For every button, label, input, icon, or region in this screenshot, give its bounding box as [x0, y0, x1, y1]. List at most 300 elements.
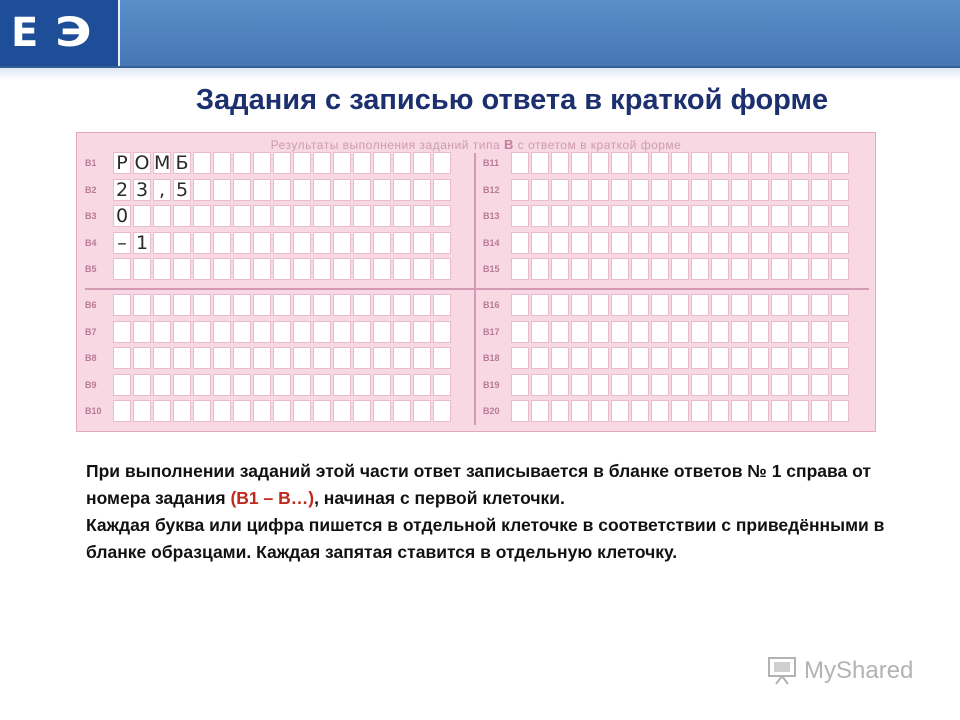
- answer-cell[interactable]: [631, 179, 649, 201]
- answer-cell[interactable]: [511, 179, 529, 201]
- answer-cell[interactable]: [233, 205, 251, 227]
- answer-cell[interactable]: [113, 258, 131, 280]
- answer-cell[interactable]: [751, 258, 769, 280]
- answer-cell[interactable]: [671, 347, 689, 369]
- answer-cell[interactable]: [511, 232, 529, 254]
- answer-cell[interactable]: [413, 347, 431, 369]
- answer-cell[interactable]: [751, 347, 769, 369]
- answer-cell[interactable]: [433, 347, 451, 369]
- answer-cell[interactable]: [791, 400, 809, 422]
- answer-cell[interactable]: [651, 400, 669, 422]
- answer-cell[interactable]: [313, 347, 331, 369]
- answer-cell[interactable]: [711, 205, 729, 227]
- answer-cell[interactable]: [591, 347, 609, 369]
- answer-cell[interactable]: [353, 179, 371, 201]
- answer-cell[interactable]: [791, 152, 809, 174]
- answer-cell[interactable]: [173, 232, 191, 254]
- answer-cell[interactable]: [233, 321, 251, 343]
- answer-cell[interactable]: [551, 205, 569, 227]
- answer-cell[interactable]: [353, 400, 371, 422]
- answer-cell[interactable]: [551, 258, 569, 280]
- answer-cell[interactable]: [711, 258, 729, 280]
- answer-cell[interactable]: [313, 258, 331, 280]
- answer-cell[interactable]: [711, 400, 729, 422]
- answer-cell[interactable]: [571, 347, 589, 369]
- answer-cell[interactable]: [531, 205, 549, 227]
- answer-cell[interactable]: [571, 179, 589, 201]
- answer-cell[interactable]: [133, 400, 151, 422]
- answer-cell[interactable]: [173, 347, 191, 369]
- answer-cell[interactable]: [651, 374, 669, 396]
- answer-cell[interactable]: [831, 294, 849, 316]
- answer-cell[interactable]: [133, 347, 151, 369]
- answer-cell[interactable]: [751, 294, 769, 316]
- answer-cell[interactable]: [253, 232, 271, 254]
- answer-cell[interactable]: [433, 152, 451, 174]
- answer-cell[interactable]: [771, 179, 789, 201]
- answer-cell[interactable]: [153, 400, 171, 422]
- answer-cell[interactable]: [511, 205, 529, 227]
- answer-cell[interactable]: [571, 232, 589, 254]
- answer-cell[interactable]: [233, 152, 251, 174]
- answer-cell[interactable]: [831, 258, 849, 280]
- answer-cell[interactable]: [531, 258, 549, 280]
- answer-cell[interactable]: [293, 258, 311, 280]
- answer-cell[interactable]: [153, 232, 171, 254]
- answer-cell[interactable]: 3: [133, 179, 151, 201]
- answer-cell[interactable]: [293, 232, 311, 254]
- answer-cell[interactable]: [671, 258, 689, 280]
- answer-cell[interactable]: [731, 374, 749, 396]
- answer-cell[interactable]: [651, 294, 669, 316]
- answer-cell[interactable]: [313, 374, 331, 396]
- answer-cell[interactable]: [173, 205, 191, 227]
- answer-cell[interactable]: [731, 258, 749, 280]
- answer-cell[interactable]: [631, 258, 649, 280]
- answer-cell[interactable]: [831, 179, 849, 201]
- answer-cell[interactable]: [791, 258, 809, 280]
- answer-cell[interactable]: [393, 258, 411, 280]
- answer-cell[interactable]: [193, 258, 211, 280]
- answer-cell[interactable]: [751, 205, 769, 227]
- answer-cell[interactable]: [631, 347, 649, 369]
- answer-cell[interactable]: [413, 152, 431, 174]
- answer-cell[interactable]: [233, 258, 251, 280]
- answer-cell[interactable]: [571, 294, 589, 316]
- answer-cell[interactable]: [631, 374, 649, 396]
- answer-cell[interactable]: [731, 205, 749, 227]
- answer-cell[interactable]: [651, 179, 669, 201]
- answer-cell[interactable]: [413, 374, 431, 396]
- answer-cell[interactable]: [273, 258, 291, 280]
- answer-cell[interactable]: [333, 400, 351, 422]
- answer-cell[interactable]: [193, 400, 211, 422]
- answer-cell[interactable]: [333, 294, 351, 316]
- answer-cell[interactable]: [213, 258, 231, 280]
- answer-cell[interactable]: [393, 294, 411, 316]
- answer-cell[interactable]: [551, 400, 569, 422]
- answer-cell[interactable]: [373, 258, 391, 280]
- answer-cell[interactable]: [551, 347, 569, 369]
- answer-cell[interactable]: [393, 374, 411, 396]
- answer-cell[interactable]: [591, 294, 609, 316]
- answer-cell[interactable]: [591, 232, 609, 254]
- answer-cell[interactable]: [731, 321, 749, 343]
- answer-cell[interactable]: [611, 400, 629, 422]
- answer-cell[interactable]: [353, 294, 371, 316]
- answer-cell[interactable]: [811, 400, 829, 422]
- answer-cell[interactable]: [273, 152, 291, 174]
- answer-cell[interactable]: [691, 152, 709, 174]
- answer-cell[interactable]: [611, 374, 629, 396]
- answer-cell[interactable]: [591, 152, 609, 174]
- answer-cell[interactable]: [511, 347, 529, 369]
- answer-cell[interactable]: [551, 294, 569, 316]
- answer-cell[interactable]: [153, 205, 171, 227]
- answer-cell[interactable]: [611, 179, 629, 201]
- answer-cell[interactable]: [631, 232, 649, 254]
- answer-cell[interactable]: [373, 374, 391, 396]
- answer-cell[interactable]: [333, 321, 351, 343]
- answer-cell[interactable]: [253, 205, 271, 227]
- answer-cell[interactable]: [511, 258, 529, 280]
- answer-cell[interactable]: [531, 400, 549, 422]
- answer-cell[interactable]: [313, 294, 331, 316]
- answer-cell[interactable]: [253, 179, 271, 201]
- answer-cell[interactable]: [213, 347, 231, 369]
- answer-cell[interactable]: [831, 374, 849, 396]
- answer-cell[interactable]: [173, 400, 191, 422]
- answer-cell[interactable]: [531, 321, 549, 343]
- answer-cell[interactable]: [671, 232, 689, 254]
- answer-cell[interactable]: [173, 258, 191, 280]
- answer-cell[interactable]: [631, 321, 649, 343]
- answer-cell[interactable]: [671, 152, 689, 174]
- answer-cell[interactable]: [293, 152, 311, 174]
- answer-cell[interactable]: [771, 321, 789, 343]
- answer-cell[interactable]: [313, 152, 331, 174]
- answer-cell[interactable]: [511, 152, 529, 174]
- answer-cell[interactable]: [253, 258, 271, 280]
- answer-cell[interactable]: [293, 400, 311, 422]
- answer-cell[interactable]: [831, 347, 849, 369]
- answer-cell[interactable]: [133, 258, 151, 280]
- answer-cell[interactable]: [233, 294, 251, 316]
- answer-cell[interactable]: [233, 400, 251, 422]
- answer-cell[interactable]: [811, 179, 829, 201]
- answer-cell[interactable]: [751, 374, 769, 396]
- answer-cell[interactable]: [313, 400, 331, 422]
- answer-cell[interactable]: [273, 294, 291, 316]
- answer-cell[interactable]: [113, 400, 131, 422]
- answer-cell[interactable]: [253, 347, 271, 369]
- answer-cell[interactable]: [173, 294, 191, 316]
- answer-cell[interactable]: [751, 400, 769, 422]
- answer-cell[interactable]: [691, 205, 709, 227]
- answer-cell[interactable]: [611, 152, 629, 174]
- answer-cell[interactable]: [193, 347, 211, 369]
- answer-cell[interactable]: [591, 400, 609, 422]
- answer-cell[interactable]: [213, 152, 231, 174]
- answer-cell[interactable]: [811, 232, 829, 254]
- answer-cell[interactable]: [173, 321, 191, 343]
- answer-cell[interactable]: [771, 258, 789, 280]
- answer-cell[interactable]: [671, 321, 689, 343]
- answer-cell[interactable]: [433, 232, 451, 254]
- answer-cell[interactable]: [273, 232, 291, 254]
- answer-cell[interactable]: [313, 205, 331, 227]
- answer-cell[interactable]: [831, 400, 849, 422]
- answer-cell[interactable]: [373, 152, 391, 174]
- answer-cell[interactable]: Б: [173, 152, 191, 174]
- answer-cell[interactable]: [373, 179, 391, 201]
- answer-cell[interactable]: [313, 321, 331, 343]
- answer-cell[interactable]: [771, 205, 789, 227]
- answer-cell[interactable]: [213, 400, 231, 422]
- answer-cell[interactable]: [253, 321, 271, 343]
- answer-cell[interactable]: [551, 374, 569, 396]
- answer-cell[interactable]: [631, 294, 649, 316]
- answer-cell[interactable]: [213, 232, 231, 254]
- answer-cell[interactable]: [313, 179, 331, 201]
- answer-cell[interactable]: [333, 374, 351, 396]
- answer-cell[interactable]: [213, 179, 231, 201]
- answer-cell[interactable]: [651, 152, 669, 174]
- answer-cell[interactable]: [531, 294, 549, 316]
- answer-cell[interactable]: [393, 347, 411, 369]
- answer-cell[interactable]: [333, 232, 351, 254]
- answer-cell[interactable]: [233, 232, 251, 254]
- answer-cell[interactable]: О: [134, 152, 150, 174]
- answer-cell[interactable]: [193, 205, 211, 227]
- answer-cell[interactable]: 5: [173, 179, 191, 201]
- answer-cell[interactable]: 0: [113, 205, 131, 227]
- answer-cell[interactable]: [711, 321, 729, 343]
- answer-cell[interactable]: [771, 294, 789, 316]
- answer-cell[interactable]: [671, 205, 689, 227]
- answer-cell[interactable]: [393, 400, 411, 422]
- answer-cell[interactable]: [273, 374, 291, 396]
- answer-cell[interactable]: [313, 232, 331, 254]
- answer-cell[interactable]: [771, 152, 789, 174]
- answer-cell[interactable]: [551, 152, 569, 174]
- answer-cell[interactable]: [691, 321, 709, 343]
- answer-cell[interactable]: [771, 347, 789, 369]
- answer-cell[interactable]: [511, 294, 529, 316]
- answer-cell[interactable]: [133, 374, 151, 396]
- answer-cell[interactable]: [751, 179, 769, 201]
- answer-cell[interactable]: [353, 152, 371, 174]
- answer-cell[interactable]: [611, 232, 629, 254]
- answer-cell[interactable]: [273, 205, 291, 227]
- answer-cell[interactable]: [273, 347, 291, 369]
- answer-cell[interactable]: [591, 179, 609, 201]
- answer-cell[interactable]: [213, 205, 231, 227]
- answer-cell[interactable]: [253, 294, 271, 316]
- answer-cell[interactable]: [413, 400, 431, 422]
- answer-cell[interactable]: [273, 321, 291, 343]
- answer-cell[interactable]: [571, 258, 589, 280]
- answer-cell[interactable]: [731, 400, 749, 422]
- answer-cell[interactable]: [571, 152, 589, 174]
- answer-cell[interactable]: [791, 294, 809, 316]
- answer-cell[interactable]: [213, 321, 231, 343]
- answer-cell[interactable]: [433, 400, 451, 422]
- answer-cell[interactable]: М: [154, 152, 171, 174]
- answer-cell[interactable]: [771, 374, 789, 396]
- answer-cell[interactable]: [811, 374, 829, 396]
- answer-cell[interactable]: [353, 321, 371, 343]
- answer-cell[interactable]: [811, 205, 829, 227]
- answer-cell[interactable]: [393, 205, 411, 227]
- answer-cell[interactable]: [591, 205, 609, 227]
- answer-cell[interactable]: [253, 400, 271, 422]
- answer-cell[interactable]: [691, 294, 709, 316]
- answer-cell[interactable]: [571, 374, 589, 396]
- answer-cell[interactable]: [791, 374, 809, 396]
- answer-cell[interactable]: [791, 347, 809, 369]
- answer-cell[interactable]: [353, 205, 371, 227]
- answer-cell[interactable]: [531, 232, 549, 254]
- answer-cell[interactable]: [413, 321, 431, 343]
- answer-cell[interactable]: [651, 205, 669, 227]
- answer-cell[interactable]: [273, 400, 291, 422]
- answer-cell[interactable]: [213, 294, 231, 316]
- answer-cell[interactable]: [751, 152, 769, 174]
- answer-cell[interactable]: [811, 321, 829, 343]
- answer-cell[interactable]: [691, 347, 709, 369]
- answer-cell[interactable]: [153, 294, 171, 316]
- answer-cell[interactable]: [233, 179, 251, 201]
- answer-cell[interactable]: [511, 321, 529, 343]
- answer-cell[interactable]: [551, 321, 569, 343]
- answer-cell[interactable]: [113, 374, 131, 396]
- answer-cell[interactable]: [433, 205, 451, 227]
- answer-cell[interactable]: [691, 374, 709, 396]
- answer-cell[interactable]: [333, 179, 351, 201]
- answer-cell[interactable]: [731, 347, 749, 369]
- answer-cell[interactable]: [571, 321, 589, 343]
- answer-cell[interactable]: [113, 347, 131, 369]
- answer-cell[interactable]: [393, 232, 411, 254]
- answer-cell[interactable]: [373, 205, 391, 227]
- answer-cell[interactable]: [811, 347, 829, 369]
- answer-cell[interactable]: [193, 294, 211, 316]
- answer-cell[interactable]: [611, 205, 629, 227]
- answer-cell[interactable]: [651, 347, 669, 369]
- answer-cell[interactable]: [293, 347, 311, 369]
- answer-cell[interactable]: [193, 232, 211, 254]
- answer-cell[interactable]: [791, 321, 809, 343]
- answer-cell[interactable]: [711, 152, 729, 174]
- answer-cell[interactable]: [433, 179, 451, 201]
- answer-cell[interactable]: [631, 205, 649, 227]
- answer-cell[interactable]: [113, 321, 131, 343]
- answer-cell[interactable]: [651, 232, 669, 254]
- answer-cell[interactable]: [831, 321, 849, 343]
- answer-cell[interactable]: [233, 374, 251, 396]
- answer-cell[interactable]: [731, 232, 749, 254]
- answer-cell[interactable]: [711, 232, 729, 254]
- answer-cell[interactable]: [413, 232, 431, 254]
- answer-cell[interactable]: [393, 152, 411, 174]
- answer-cell[interactable]: [711, 374, 729, 396]
- answer-cell[interactable]: –: [113, 232, 131, 254]
- answer-cell[interactable]: [413, 258, 431, 280]
- answer-cell[interactable]: [153, 374, 171, 396]
- answer-cell[interactable]: [133, 321, 151, 343]
- answer-cell[interactable]: [113, 294, 131, 316]
- answer-cell[interactable]: [791, 205, 809, 227]
- answer-cell[interactable]: [393, 321, 411, 343]
- answer-cell[interactable]: [213, 374, 231, 396]
- answer-cell[interactable]: [193, 321, 211, 343]
- answer-cell[interactable]: [393, 179, 411, 201]
- answer-cell[interactable]: [373, 347, 391, 369]
- answer-cell[interactable]: [671, 400, 689, 422]
- answer-cell[interactable]: [373, 400, 391, 422]
- answer-cell[interactable]: [333, 258, 351, 280]
- answer-cell[interactable]: [353, 374, 371, 396]
- answer-cell[interactable]: [353, 258, 371, 280]
- answer-cell[interactable]: [193, 374, 211, 396]
- answer-cell[interactable]: [651, 321, 669, 343]
- answer-cell[interactable]: [831, 152, 849, 174]
- answer-cell[interactable]: [731, 179, 749, 201]
- answer-cell[interactable]: [373, 294, 391, 316]
- answer-cell[interactable]: [631, 152, 649, 174]
- answer-cell[interactable]: [173, 374, 191, 396]
- answer-cell[interactable]: [273, 179, 291, 201]
- answer-cell[interactable]: [631, 400, 649, 422]
- answer-cell[interactable]: [193, 152, 211, 174]
- answer-cell[interactable]: [591, 321, 609, 343]
- answer-cell[interactable]: [233, 347, 251, 369]
- answer-cell[interactable]: [153, 258, 171, 280]
- answer-cell[interactable]: [711, 347, 729, 369]
- answer-cell[interactable]: [293, 294, 311, 316]
- answer-cell[interactable]: [531, 152, 549, 174]
- answer-cell[interactable]: [831, 205, 849, 227]
- answer-cell[interactable]: [671, 179, 689, 201]
- answer-cell[interactable]: [531, 347, 549, 369]
- answer-cell[interactable]: [353, 347, 371, 369]
- answer-cell[interactable]: [551, 179, 569, 201]
- answer-cell[interactable]: [691, 179, 709, 201]
- answer-cell[interactable]: [433, 374, 451, 396]
- answer-cell[interactable]: [771, 232, 789, 254]
- answer-cell[interactable]: [611, 258, 629, 280]
- answer-cell[interactable]: [333, 152, 351, 174]
- answer-cell[interactable]: [731, 152, 749, 174]
- answer-cell[interactable]: [591, 374, 609, 396]
- answer-cell[interactable]: [293, 205, 311, 227]
- answer-cell[interactable]: [133, 205, 151, 227]
- answer-cell[interactable]: [353, 232, 371, 254]
- answer-cell[interactable]: [511, 374, 529, 396]
- answer-cell[interactable]: [731, 294, 749, 316]
- answer-cell[interactable]: [791, 232, 809, 254]
- answer-cell[interactable]: [551, 232, 569, 254]
- answer-cell[interactable]: [433, 321, 451, 343]
- answer-cell[interactable]: [811, 294, 829, 316]
- answer-cell[interactable]: [253, 152, 271, 174]
- answer-cell[interactable]: [373, 321, 391, 343]
- answer-cell[interactable]: [671, 374, 689, 396]
- answer-cell[interactable]: [691, 258, 709, 280]
- answer-cell[interactable]: [711, 294, 729, 316]
- answer-cell[interactable]: [711, 179, 729, 201]
